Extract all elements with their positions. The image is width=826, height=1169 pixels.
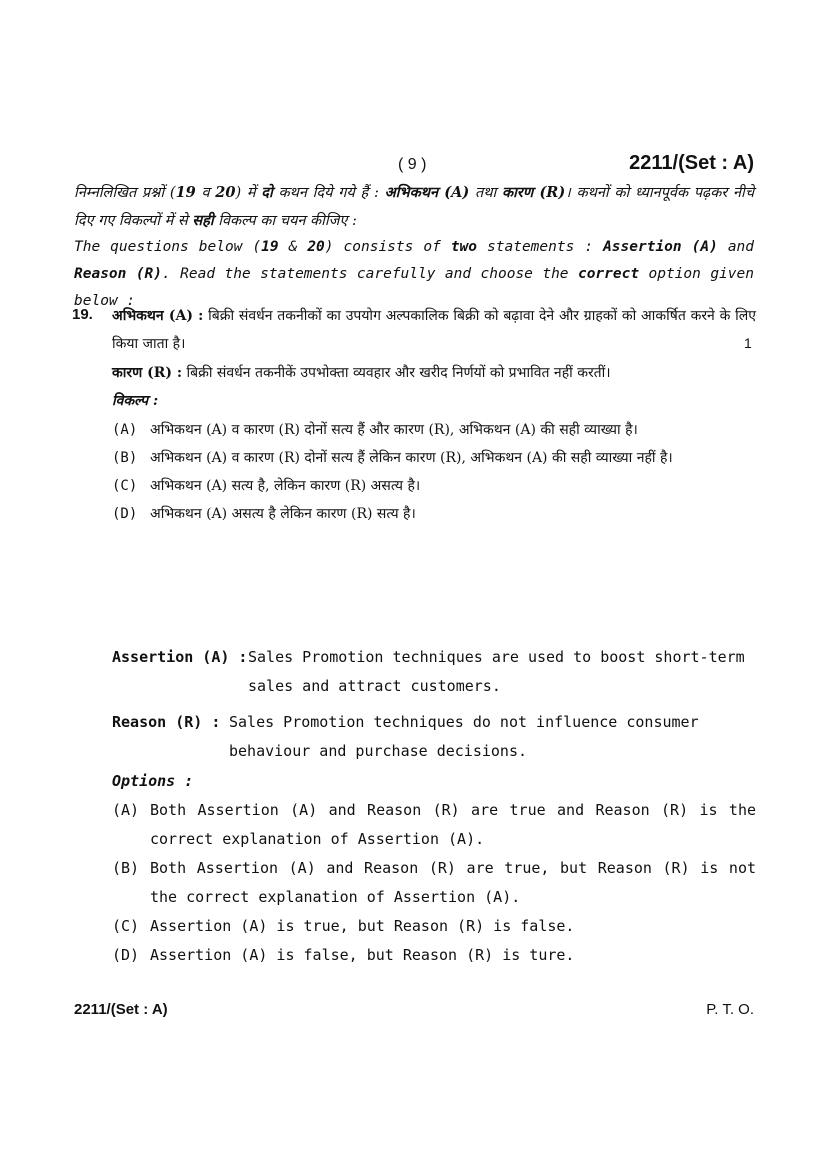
options-list-hindi <box>112 416 756 528</box>
option-hindi-b: (B) अभिकथन (A) व कारण (R) दोनों सत्य हैं लेकिन कारण (R), अभिकथन (A) की सही व्याख्या नहीं है। <box>112 450 673 466</box>
paper-code-footer: 2211/(Set : A) <box>74 1001 168 1018</box>
reason-label-hindi: कारण (R) : <box>112 365 183 381</box>
page-number: ( 9 ) <box>398 156 427 173</box>
pto-label: P. T. O. <box>706 1001 754 1018</box>
reason-english <box>112 708 756 766</box>
option-english-a: (A) Both Assertion (A) and Reason (R) are true and Reason (R) is the correct explanation of Assertion (A). <box>112 801 756 848</box>
assertion-label-hindi: अभिकथन (A) : <box>112 308 204 324</box>
question-marks: 1 <box>744 335 752 351</box>
reason-hindi <box>112 359 756 387</box>
assertion-text-english: Sales Promotion techniques are used to boost short-term sales and attract customers. <box>248 648 745 695</box>
options-list-english <box>112 796 756 970</box>
option-hindi-c: (C) अभिकथन (A) सत्य है, लेकिन कारण (R) असत्य है। <box>112 478 421 494</box>
option-english-c: (C) Assertion (A) is true, but Reason (R) is false. <box>112 917 575 935</box>
reason-text-hindi: बिक्री संवर्धन तकनीकें उपभोक्ता व्यवहार और खरीद निर्णयों को प्रभावित नहीं करतीं। <box>186 365 611 381</box>
options-label-hindi: विकल्प : <box>112 393 159 409</box>
instructions-hindi: निम्नलिखित प्रश्नों (19 व 20) में दो कथन दिये गये हैं : अभिकथन (A) तथा कारण (R)। कथनों को ध्यानपूर्वक पढ़कर नीचे दिए गए विकल्पों में से सही विकल्प का चयन कीजिए : <box>74 184 755 229</box>
option-english-d: (D) Assertion (A) is false, but Reason (R) is ture. <box>112 946 575 964</box>
options-label-english: Options : <box>112 772 194 790</box>
paper-code-header: 2211/(Set : A) <box>629 152 754 174</box>
assertion-label-english: Assertion (A) : <box>112 648 248 666</box>
reason-text-english: Sales Promotion techniques do not influence consumer behaviour and purchase decisions. <box>229 713 699 760</box>
option-english-b: (B) Both Assertion (A) and Reason (R) are true, but Reason (R) is not the correct explanation of Assertion (A). <box>112 859 756 906</box>
assertion-english <box>112 643 756 701</box>
reason-label-english: Reason (R) : <box>112 713 221 731</box>
assertion-text-hindi: बिक्री संवर्धन तकनीकों का उपयोग अल्पकालिक बिक्री को बढ़ावा देने और ग्राहकों को आकर्षित करने के लिए किया जाता है। <box>112 308 756 352</box>
question-number: 19. <box>72 306 93 323</box>
assertion-hindi <box>112 302 756 358</box>
instructions-english: The questions below (19 & 20) consists of two statements : Assertion (A) and Reason (R). Read the statements carefully and choose the correct option given below : <box>74 239 755 309</box>
option-hindi-a: (A) अभिकथन (A) व कारण (R) दोनों सत्य हैं और कारण (R), अभिकथन (A) की सही व्याख्या है। <box>112 422 638 438</box>
option-hindi-d: (D) अभिकथन (A) असत्य है लेकिन कारण (R) सत्य है। <box>112 506 416 522</box>
